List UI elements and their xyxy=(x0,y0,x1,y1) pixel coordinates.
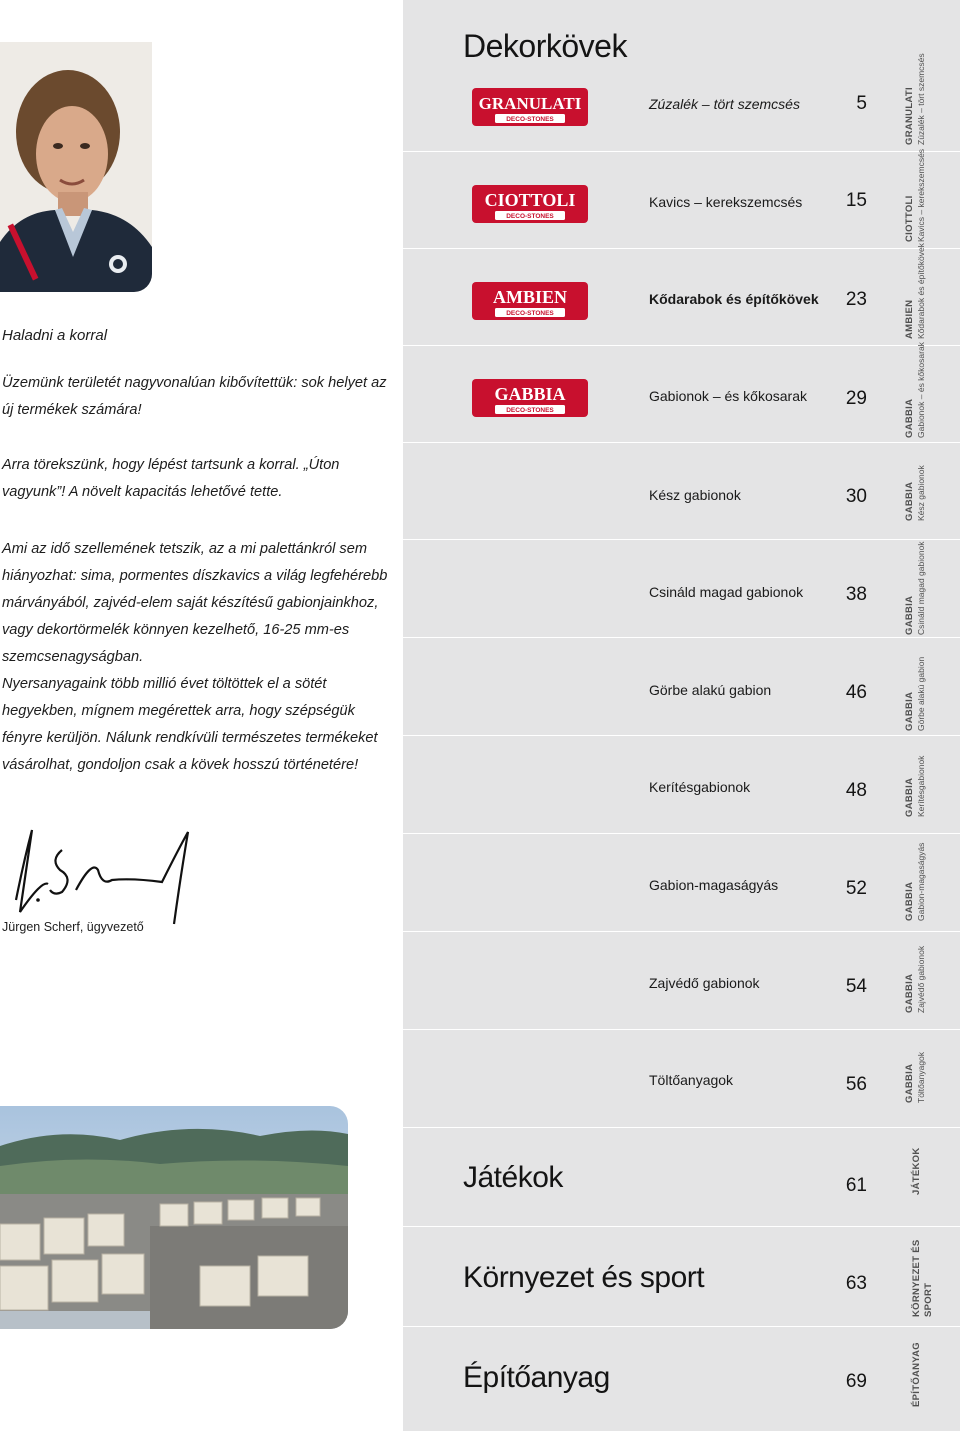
side-tab-label: GABBIA xyxy=(904,973,915,1013)
side-tab-label: GABBIA xyxy=(904,1063,915,1103)
svg-text:GABBIA: GABBIA xyxy=(494,384,566,404)
toc-row-desc: Kész gabionok xyxy=(649,487,741,503)
toc-row-page: 30 xyxy=(845,486,867,507)
toc-row-page: 52 xyxy=(845,878,867,899)
side-tab-sublabel: Kerítésgabionok xyxy=(916,755,926,817)
side-tab-sublabel: Kavics – kerekszemcsés xyxy=(916,148,926,242)
side-tab xyxy=(897,1327,960,1424)
section-title: Környezet és sport xyxy=(463,1261,705,1294)
side-tab xyxy=(897,541,960,638)
side-tab-sublabel: Töltőanyagok xyxy=(916,1051,926,1103)
side-tab-sublabel: Görbe alakú gabion xyxy=(916,656,926,731)
svg-text:DECO-STONES: DECO-STONES xyxy=(506,407,554,414)
ciottoli-logo xyxy=(471,184,589,224)
side-tab-label: GABBIA xyxy=(904,595,915,635)
section-page: 63 xyxy=(845,1273,867,1294)
intro-heading: Haladni a korral xyxy=(2,327,108,344)
toc-row-page: 48 xyxy=(845,780,867,801)
side-tab-sublabel: Gabion-magaságyás xyxy=(916,842,926,921)
side-tab xyxy=(897,639,960,736)
side-tab-sublabel: Kész gabionok xyxy=(916,465,926,521)
toc-row-ambien[interactable] xyxy=(403,243,960,346)
toc-row-page: 29 xyxy=(845,388,867,409)
side-tab xyxy=(897,737,960,834)
toc-row-page: 23 xyxy=(845,289,867,310)
side-tab-label: AMBIEN xyxy=(904,299,915,339)
table-of-contents xyxy=(403,0,960,1431)
intro-paragraph-1: Üzemünk területét nagyvonalúan kibővítettük: sok helyet az új termékek számára! xyxy=(2,375,387,418)
signature xyxy=(2,820,202,928)
toc-row-desc: Görbe alakú gabion xyxy=(649,682,772,698)
svg-text:GRANULATI: GRANULATI xyxy=(478,94,582,113)
side-tab-label: GABBIA xyxy=(904,481,915,521)
side-tab-label: KÖRNYEZET ÉS xyxy=(911,1239,922,1317)
side-tab-label: GABBIA xyxy=(904,777,915,817)
side-tab-label: GABBIA xyxy=(904,691,915,731)
toc-row-desc: Zajvédő gabionok xyxy=(649,975,760,991)
toc-row-page: 5 xyxy=(856,93,867,114)
toc-row-ciottoli[interactable] xyxy=(403,148,960,249)
toc-row-desc: Kődarabok és építőkövek xyxy=(649,291,819,307)
toc-row-gabbia[interactable] xyxy=(403,342,960,443)
intro-column xyxy=(0,0,403,1431)
side-tab xyxy=(897,1129,960,1226)
side-tab xyxy=(897,1227,960,1324)
toc-row-desc: Zúzalék – tört szemcsés xyxy=(649,96,800,112)
toc-row-gabion-magasagyas[interactable] xyxy=(403,835,960,932)
gabbia-logo xyxy=(471,378,589,418)
side-tab-sublabel: Kődarabok és építőkövek xyxy=(916,243,926,339)
toc-row-page: 46 xyxy=(845,682,867,703)
toc-row-page: 54 xyxy=(845,976,867,997)
svg-text:DECO-STONES: DECO-STONES xyxy=(506,116,554,123)
section-title: Játékok xyxy=(463,1161,563,1194)
side-tab-sublabel: Csináld magad gabionok xyxy=(916,541,926,635)
toc-section-epitoanyag[interactable] xyxy=(403,1327,960,1431)
intro-paragraph-2: Arra törekszünk, hogy lépést tartsunk a korral. „Úton vagyunk”! A növelt kapacitás lehetővé tette. xyxy=(2,457,340,500)
side-tab xyxy=(897,1031,960,1128)
side-tab-label: CIOTTOLI xyxy=(904,195,915,242)
side-tab-label: ÉPÍTŐANYAG xyxy=(911,1342,922,1407)
toc-row-keritesgabionok[interactable] xyxy=(403,737,960,834)
toc-row-page: 38 xyxy=(845,584,867,605)
portrait-photo xyxy=(0,42,152,292)
svg-text:DECO-STONES: DECO-STONES xyxy=(506,213,554,220)
granulati-logo xyxy=(471,87,589,127)
toc-row-desc: Csináld magad gabionok xyxy=(649,584,804,600)
toc-title: Dekorkövek xyxy=(463,28,627,64)
side-tab xyxy=(897,443,960,540)
section-page: 69 xyxy=(845,1371,867,1392)
svg-text:AMBIEN: AMBIEN xyxy=(492,287,568,307)
toc-row-desc: Gabionok – és kőkosarak xyxy=(649,388,807,404)
toc-row-toltoanyagok[interactable] xyxy=(403,1031,960,1128)
ambien-logo xyxy=(471,281,589,321)
side-tab xyxy=(897,933,960,1030)
signer-name: Jürgen Scherf, ügyvezető xyxy=(2,920,144,934)
side-tab xyxy=(897,148,960,249)
toc-section-kornyezet[interactable] xyxy=(403,1227,960,1327)
toc-row-desc: Töltőanyagok xyxy=(649,1072,734,1088)
section-title: Építőanyag xyxy=(463,1361,610,1394)
toc-row-page: 15 xyxy=(845,190,867,211)
side-tab xyxy=(897,342,960,443)
side-tab-sublabel: Zajvédő gabionok xyxy=(916,945,926,1013)
toc-section-jatekok[interactable] xyxy=(403,1129,960,1227)
toc-row-desc: Kerítésgabionok xyxy=(649,779,751,795)
side-tab xyxy=(897,243,960,346)
toc-row-page: 56 xyxy=(845,1074,867,1095)
intro-paragraph-4: Nyersanyagaink több millió évet töltöttek el a sötét hegyekben, mígnem megérettek arra, hogy szépségük fényre kerüljön. Nálunk rendkívüli természetes termékeket vásárolhat, gondoljon csak a kövek hosszú történetére! xyxy=(2,676,378,773)
toc-row-kesz-gabionok[interactable] xyxy=(403,443,960,540)
side-tab-label-2: SPORT xyxy=(923,1282,934,1317)
side-tab-label: GABBIA xyxy=(904,398,915,438)
svg-text:DECO-STONES: DECO-STONES xyxy=(506,310,554,317)
toc-row-desc: Gabion-magaságyás xyxy=(649,877,779,893)
intro-paragraph-3: Ami az idő szellemének tetszik, az a mi palettánkról sem hiányozhat: sima, pormentes díszkavics a világ legfehérebb márványából, zajvéd-elem saját készítésű gabionjainkhoz, vagy dekortörmelék könnyen kezelhető, 16-25 mm-es szemcsenagyságban. xyxy=(2,541,388,665)
svg-text:CIOTTOLI: CIOTTOLI xyxy=(484,190,576,210)
toc-row-gorbe-alaku[interactable] xyxy=(403,639,960,736)
side-tab-label: JÁTÉKOK xyxy=(911,1147,922,1195)
side-tab-sublabel: Gabionok – és kőkosarak xyxy=(916,342,926,438)
toc-row-csinald-magad[interactable] xyxy=(403,541,960,638)
toc-row-zajvedo[interactable] xyxy=(403,933,960,1030)
side-tab xyxy=(897,835,960,932)
toc-row-granulati[interactable] xyxy=(403,55,960,152)
side-tab-label: GRANULATI xyxy=(904,87,915,145)
section-page: 61 xyxy=(845,1175,867,1196)
side-tab-sublabel: Zúzalék – tört szemcsés xyxy=(916,53,926,145)
side-tab xyxy=(897,55,960,152)
side-tab-label: GABBIA xyxy=(904,881,915,921)
toc-row-desc: Kavics – kerekszemcsés xyxy=(649,194,803,210)
factory-yard-photo xyxy=(0,1106,348,1329)
